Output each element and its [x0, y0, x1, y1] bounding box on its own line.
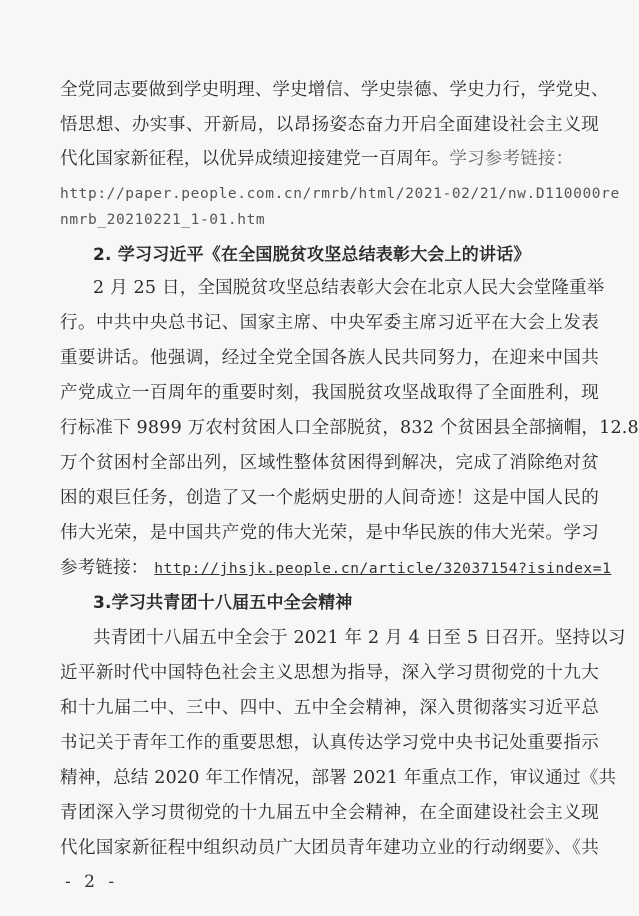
page-number: - 2 - — [65, 872, 119, 892]
reference-link[interactable]: http://jhsjk.people.cn/article/32037154?isindex=1 — [154, 561, 612, 577]
reference-label: 参考链接： — [60, 558, 149, 578]
paragraph-line: 万个贫困村全部出列，区域性整体贫困得到解决，完成了消除绝对贫 — [60, 453, 599, 473]
paragraph-text: 代化国家新征程，以优异成绩迎接建党一百周年。 — [60, 149, 450, 169]
paragraph-line — [60, 147, 599, 171]
paragraph-line: 产党成立一百周年的重要时刻，我国脱贫攻坚战取得了全面胜利，现 — [60, 383, 599, 403]
paragraph-line: 全党同志要做到学史明理、学史增信、学史崇德、学史力行，学党史、 — [60, 80, 609, 100]
reference-link-continued[interactable]: nmrb_20210221_1-01.htm — [60, 212, 266, 228]
paragraph-line: 悟思想、办实事、开新局，以昂扬姿态奋力开启全面建设社会主义现 — [60, 115, 599, 135]
paragraph-line: 青团深入学习贯彻党的十九届五中全会精神，在全面建设社会主义现 — [60, 803, 599, 823]
paragraph-line: 重要讲话。他强调，经过全党全国各族人民共同努力，在迎来中国共 — [60, 348, 599, 368]
section-2-heading: 2. 学习习近平《在全国脱贫攻坚总结表彰大会上的讲话》 — [93, 245, 531, 265]
paragraph-line: 2 月 25 日，全国脱贫攻坚总结表彰大会在北京人民大会堂隆重举 — [93, 278, 605, 298]
paragraph-line: 精神，总结 2020 年工作情况，部署 2021 年重点工作，审议通过《共 — [60, 768, 617, 788]
paragraph-line: 行标准下 9899 万农村贫困人口全部脱贫，832 个贫困县全部摘帽，12.8 — [60, 418, 639, 438]
paragraph-line: 伟大光荣，是中国共产党的伟大光荣，是中华民族的伟大光荣。学习 — [60, 523, 599, 543]
paragraph-line — [60, 556, 612, 581]
reference-link[interactable]: http://paper.people.com.cn/rmrb/html/2021-02/21/nw.D110000re — [60, 186, 620, 202]
paragraph-line: 书记关于青年工作的重要思想，认真传达学习党中央书记处重要指示 — [60, 733, 599, 753]
paragraph-line: 近平新时代中国特色社会主义思想为指导，深入学习贯彻党的十九大 — [60, 663, 599, 683]
paragraph-line: 行。中共中央总书记、国家主席、中央军委主席习近平在大会上发表 — [60, 313, 599, 333]
section-3-heading: 3.学习共青团十八届五中全会精神 — [93, 593, 353, 613]
paragraph-line: 共青团十八届五中全会于 2021 年 2 月 4 日至 5 日召开。坚持以习 — [93, 628, 626, 648]
paragraph-line: 代化国家新征程中组织动员广大团员青年建功立业的行动纲要》、《共 — [60, 838, 599, 858]
paragraph-line: 困的艰巨任务，创造了又一个彪炳史册的人间奇迹！这是中国人民的 — [60, 488, 599, 508]
reference-label: 学习参考链接： — [449, 149, 574, 169]
paragraph-line: 和十九届二中、三中、四中、五中全会精神，深入贯彻落实习近平总 — [60, 698, 599, 718]
